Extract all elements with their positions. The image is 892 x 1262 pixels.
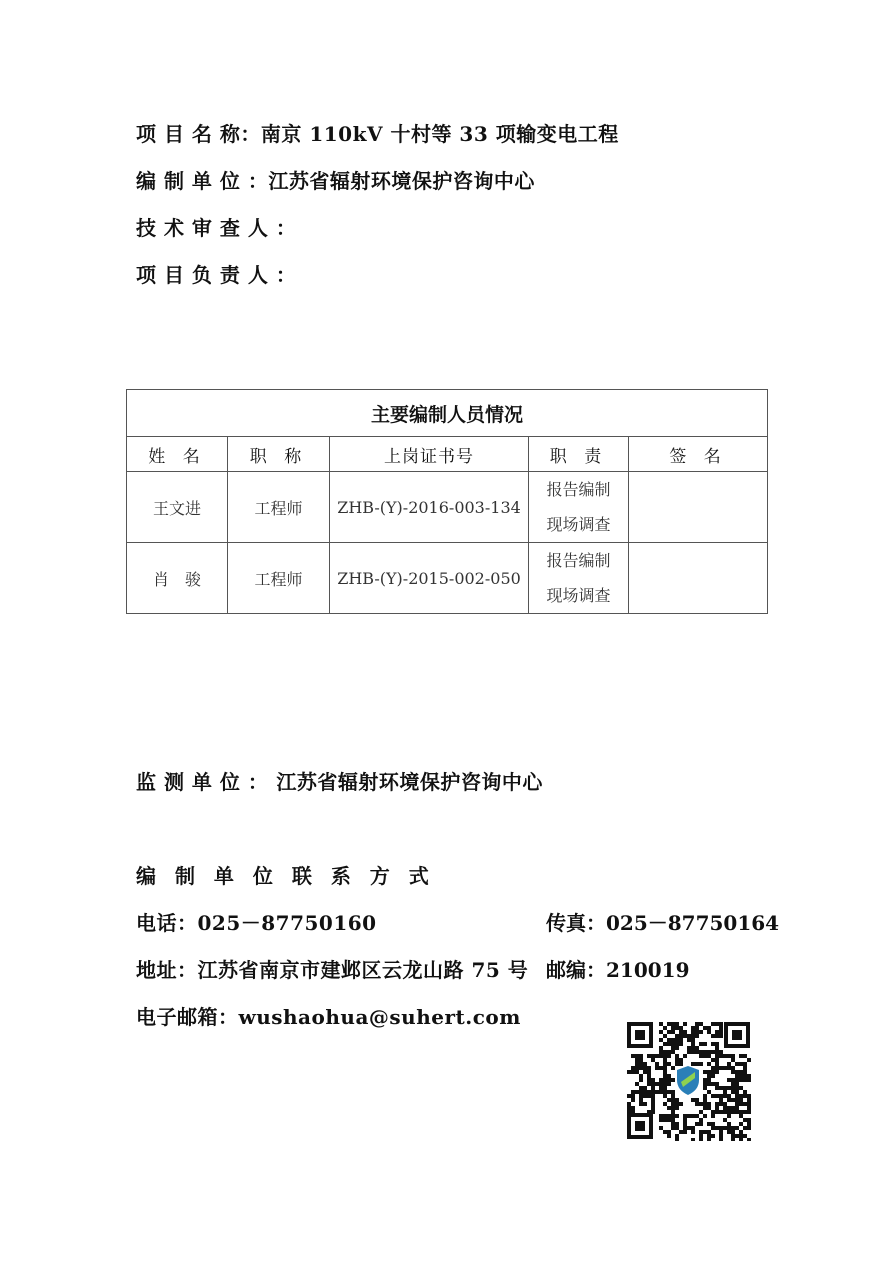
- staff-duty: [529, 472, 629, 543]
- project-name-value: 南京 110kV 十村等 33 项输变电工程: [260, 122, 619, 146]
- leader-line: [136, 259, 296, 288]
- staff-duty-line: 现场调查: [546, 515, 611, 534]
- column-header-duty: 职 责: [529, 437, 629, 472]
- staff-duty-line: 报告编制: [546, 551, 611, 570]
- staff-name: 肖 骏: [127, 543, 228, 614]
- column-header-title: 职 称: [228, 437, 330, 472]
- staff-title: 工程师: [228, 543, 330, 614]
- staff-table-header: [127, 437, 768, 472]
- column-header-name: 姓 名: [127, 437, 228, 472]
- staff-title: 工程师: [228, 472, 330, 543]
- column-header-cert: 上岗证书号: [330, 437, 529, 472]
- staff-duty-line: 报告编制: [546, 480, 611, 499]
- contact-heading: 编 制 单 位 联 系 方 式: [136, 864, 435, 888]
- compiler-value: 江苏省辐射环境保护咨询中心: [268, 169, 535, 193]
- monitor-label: 监 测 单 位 ：: [136, 770, 269, 794]
- reviewer-label: 技 术 审 查 人 ：: [136, 216, 297, 240]
- staff-duty-line: 现场调查: [546, 586, 611, 605]
- staff-cert: ZHB-(Y)-2016-003-134: [330, 472, 529, 543]
- project-name-line: [136, 118, 619, 147]
- compiler-label: 编 制 单 位 ：: [136, 169, 269, 193]
- staff-table-caption: 主要编制人员情况: [127, 390, 768, 437]
- qr-code-icon: [625, 1020, 752, 1141]
- monitor-line: [136, 766, 543, 795]
- staff-cert: ZHB-(Y)-2015-002-050: [330, 543, 529, 614]
- leader-label: 项 目 负 责 人 ：: [136, 263, 297, 287]
- fax-text: 传真：025－87750164: [546, 911, 780, 935]
- staff-table: [126, 389, 768, 614]
- column-header-signature: 签 名: [629, 437, 768, 472]
- table-row: [127, 472, 768, 543]
- postcode-text: 邮编：210019: [546, 958, 690, 982]
- phone-text: 电话：025－87750160: [136, 911, 377, 935]
- reviewer-line: [136, 212, 296, 241]
- table-row: [127, 543, 768, 614]
- staff-name: 王文进: [127, 472, 228, 543]
- email-text: 电子邮箱：wushaohua@suhert.com: [136, 1005, 521, 1029]
- staff-duty: [529, 543, 629, 614]
- monitor-value: 江苏省辐射环境保护咨询中心: [276, 770, 543, 794]
- staff-signature: [629, 472, 768, 543]
- address-text: 地址：江苏省南京市建邺区云龙山路 75 号: [136, 958, 529, 982]
- compiler-line: [136, 165, 535, 194]
- staff-signature: [629, 543, 768, 614]
- project-name-label: 项 目 名 称：: [136, 122, 261, 146]
